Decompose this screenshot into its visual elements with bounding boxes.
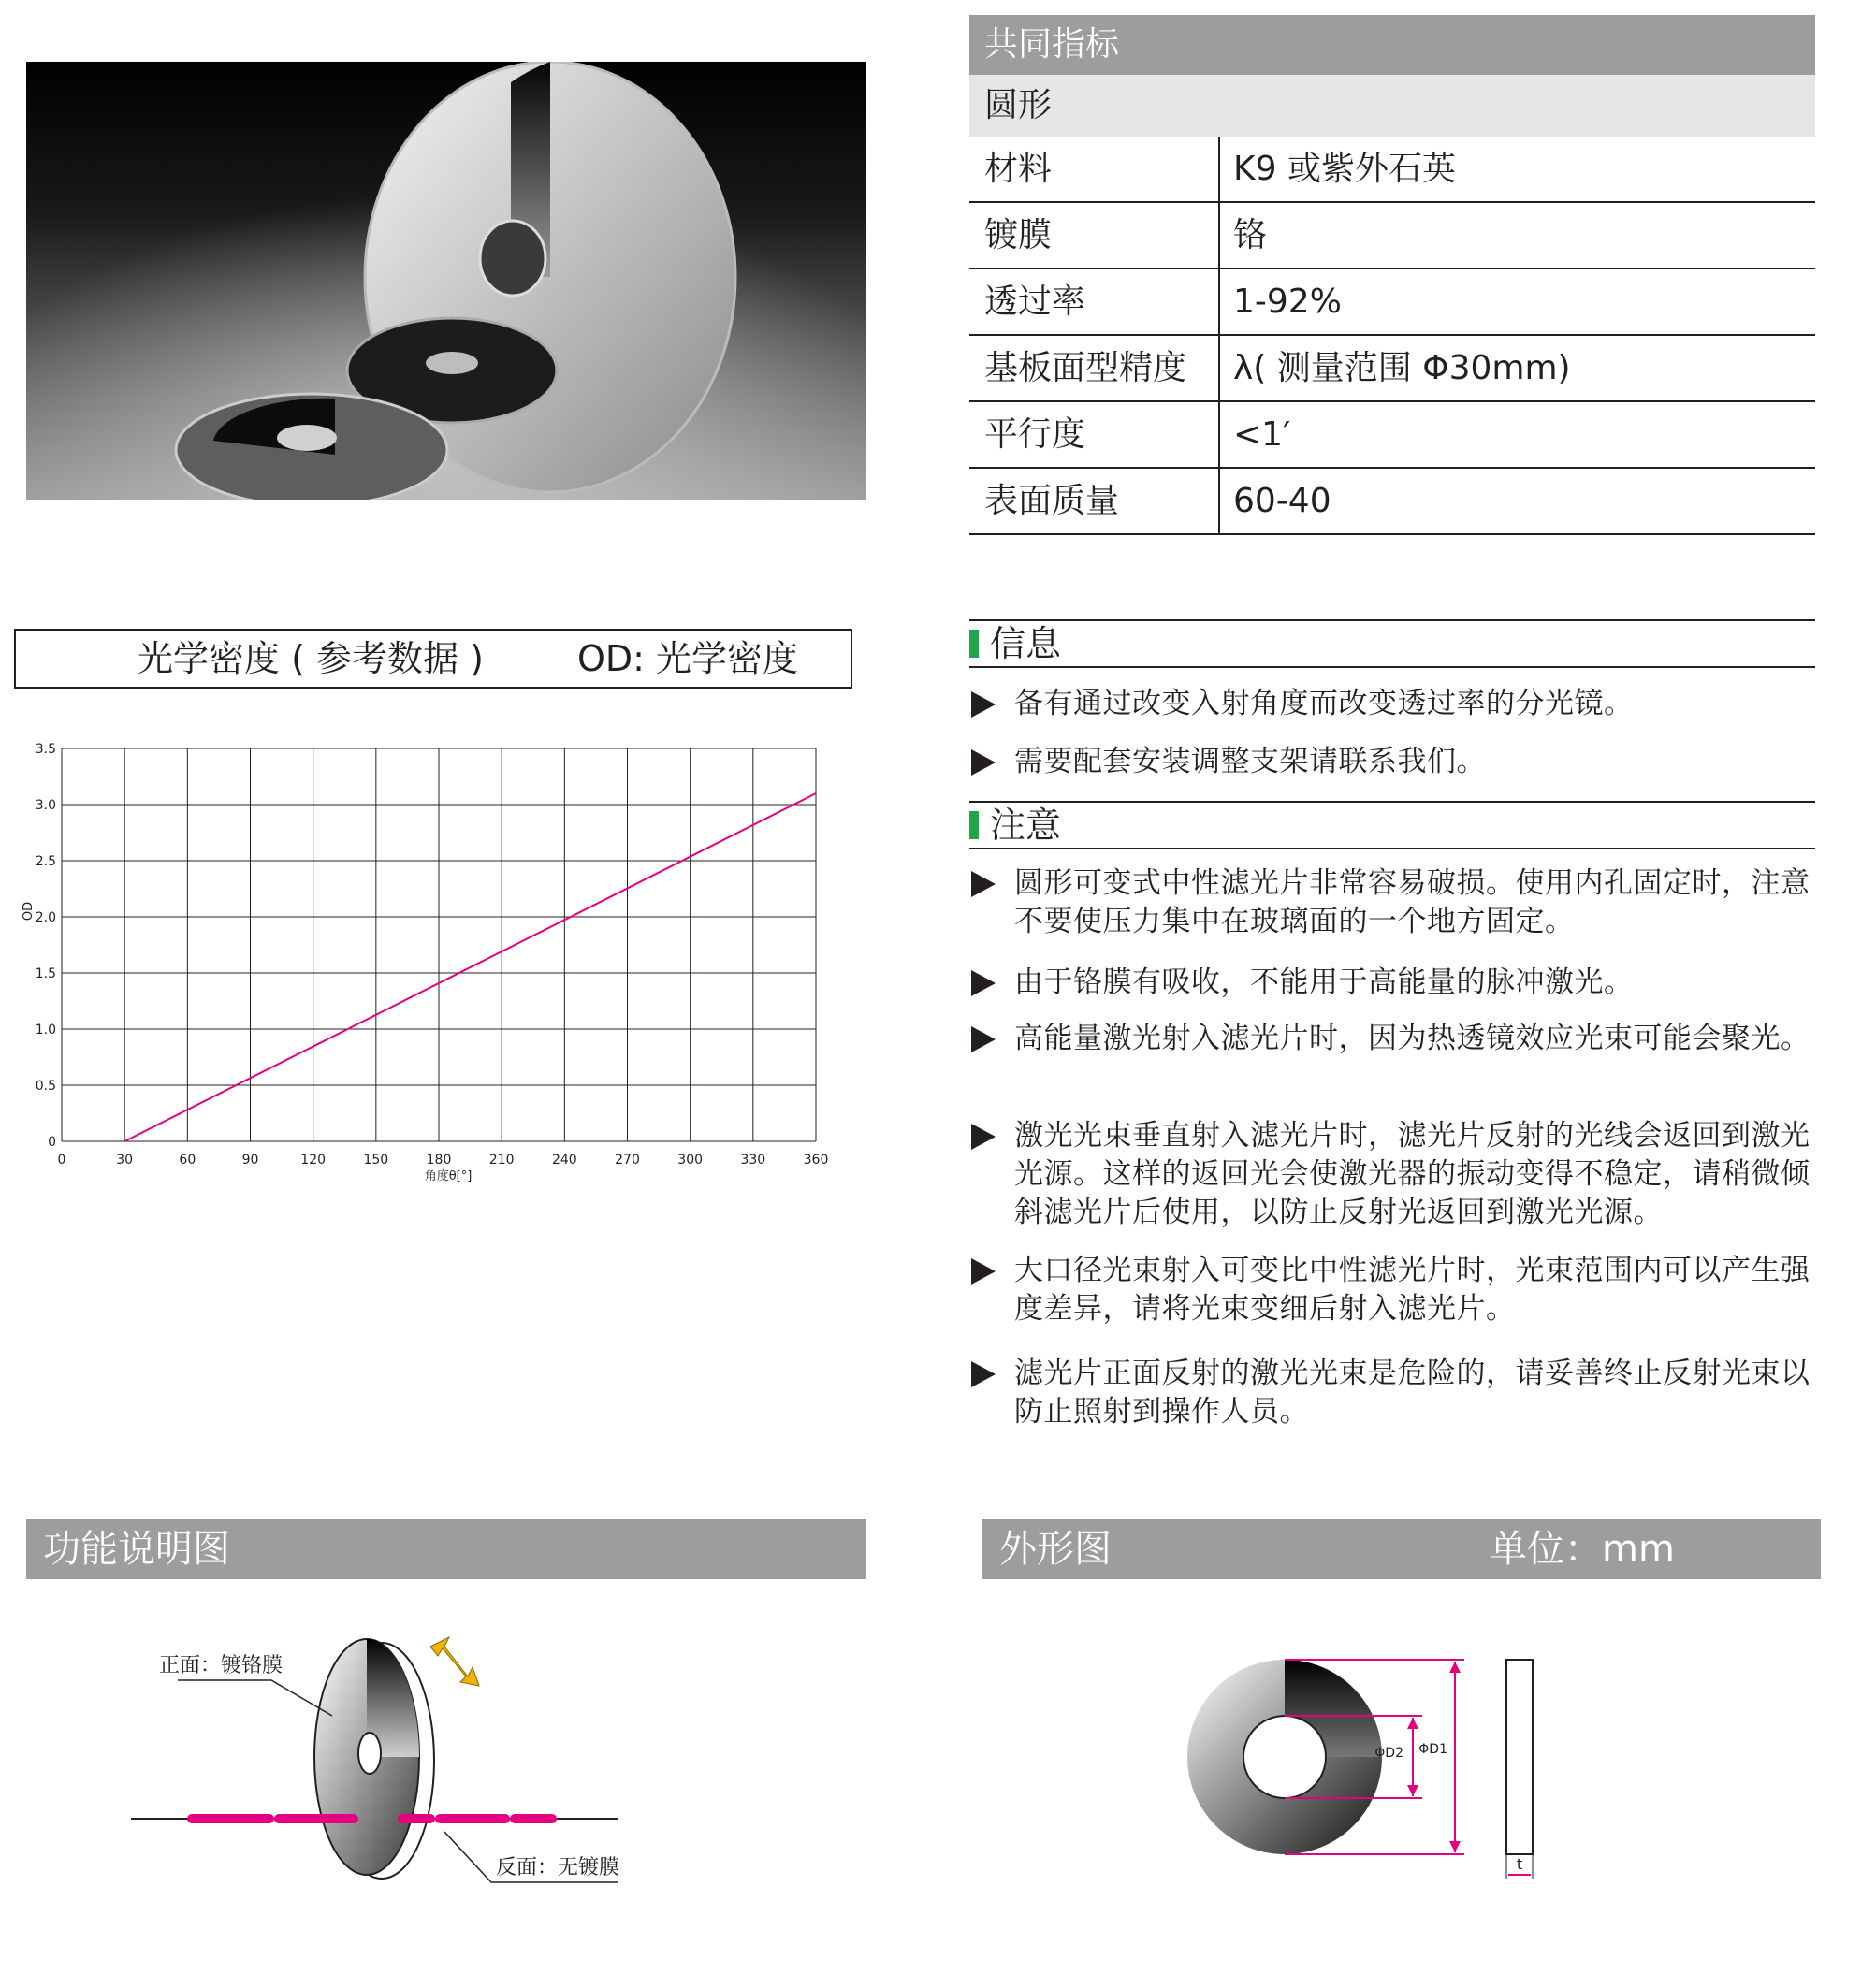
chart-title-box — [14, 629, 852, 689]
function-diagram — [122, 1618, 646, 1899]
x-axis-label: 角度θ[°] — [424, 1169, 473, 1183]
y-tick-label: 1.0 — [35, 1023, 56, 1038]
x-tick-label: 300 — [677, 1153, 704, 1168]
t-label: t — [1516, 1855, 1523, 1873]
spec-value: 60-40 — [1233, 482, 1331, 520]
note-item-text: 滤光片正面反射的激光光束是危险的，请妥善终止反射光束以防止照射到操作人员。 — [1014, 1357, 1811, 1429]
spec-row — [969, 469, 1815, 535]
spec-header: 共同指标 — [969, 15, 1815, 75]
chart-title: 光学密度 ( 参考数据 ) — [138, 638, 484, 679]
chart-legend-note: OD: 光学密度 — [577, 638, 799, 679]
function-diagram-bar — [26, 1519, 866, 1579]
spec-row — [969, 402, 1815, 469]
notes-section-header — [969, 801, 1815, 849]
spec-value: 铬 — [1233, 216, 1268, 254]
triangle-bullet-icon — [971, 1026, 996, 1052]
y-axis-label: OD — [22, 901, 36, 922]
x-tick-label: 210 — [488, 1153, 515, 1168]
info-item-text: 备有通过改变入射角度而改变透过率的分光镜。 — [1014, 687, 1634, 720]
x-tick-label: 60 — [179, 1153, 196, 1168]
y-tick-label: 2.5 — [35, 854, 56, 869]
triangle-bullet-icon — [971, 1361, 996, 1387]
triangle-bullet-icon — [971, 749, 996, 776]
y-tick-label: 0.5 — [35, 1079, 56, 1094]
y-tick-label: 2.0 — [35, 910, 56, 925]
x-tick-label: 180 — [426, 1153, 452, 1168]
spec-row — [969, 137, 1815, 203]
triangle-bullet-icon — [971, 691, 996, 718]
x-tick-label: 30 — [116, 1153, 134, 1168]
info-item-text: 需要配套安装调整支架请联系我们。 — [1014, 745, 1486, 778]
spec-row — [969, 269, 1815, 336]
spec-key: 透过率 — [969, 269, 1220, 334]
back-label: 反面：无镀膜 — [496, 1856, 620, 1880]
note-item-text: 圆形可变式中性滤光片非常容易破损。使用内孔固定时，注意不要使压力集中在玻璃面的一个地方固定。 — [1014, 866, 1811, 938]
info-title: 信息 — [990, 623, 1062, 664]
spec-value: <1′ — [1233, 415, 1291, 454]
note-item-text: 激光光束垂直射入滤光片时，滤光片反射的光线会返回到激光光源。这样的返回光会使激光器的振动变得不稳定，请稍微倾斜滤光片后使用，以防止反射光返回到激光光源。 — [1014, 1119, 1811, 1229]
d2-label: ΦD2 — [1374, 1746, 1403, 1761]
spec-subheader: 圆形 — [969, 75, 1815, 137]
triangle-bullet-icon — [971, 871, 996, 897]
y-tick-label: 3.5 — [35, 742, 56, 757]
function-diagram-title: 功能说明图 — [43, 1528, 230, 1571]
spec-table — [969, 15, 1815, 535]
triangle-bullet-icon — [971, 1258, 996, 1285]
od-series-line — [124, 793, 816, 1141]
y-tick-label: 0 — [48, 1135, 56, 1150]
shape-diagram-bar — [982, 1519, 1821, 1579]
x-tick-label: 90 — [241, 1153, 259, 1168]
spec-key: 平行度 — [969, 402, 1220, 467]
spec-value: λ( 测量范围 Φ30mm) — [1233, 349, 1571, 387]
info-section-header — [969, 619, 1815, 668]
d1-label: ΦD1 — [1418, 1742, 1447, 1757]
front-label: 正面：镀铬膜 — [159, 1654, 284, 1677]
spec-key: 表面质量 — [969, 469, 1220, 533]
x-tick-label: 120 — [300, 1153, 327, 1168]
x-tick-label: 240 — [551, 1153, 577, 1168]
x-tick-label: 0 — [57, 1153, 66, 1168]
x-tick-label: 270 — [615, 1153, 640, 1168]
unit-label: 单位：mm — [1490, 1528, 1675, 1571]
y-tick-label: 1.5 — [35, 966, 56, 981]
x-tick-label: 360 — [803, 1153, 829, 1168]
shape-diagram — [1170, 1618, 1563, 1890]
note-item-text: 由于铬膜有吸收，不能用于高能量的脉冲激光。 — [1014, 965, 1634, 999]
triangle-bullet-icon — [971, 970, 996, 996]
spec-key: 基板面型精度 — [969, 336, 1220, 400]
section-marker — [969, 811, 979, 839]
spec-key: 材料 — [969, 137, 1220, 201]
od-chart — [0, 730, 842, 1197]
note-item-text: 大口径光束射入可变比中性滤光片时，光束范围内可以产生强度差异，请将光束变细后射入滤光片。 — [1014, 1254, 1811, 1326]
spec-key: 镀膜 — [969, 203, 1220, 268]
x-tick-label: 330 — [740, 1153, 766, 1168]
note-item-text: 高能量激光射入滤光片时，因为热透镜效应光束可能会聚光。 — [1014, 1022, 1811, 1055]
y-tick-label: 3.0 — [35, 798, 56, 813]
section-marker — [969, 630, 979, 658]
spec-value: 1-92% — [1233, 283, 1342, 321]
product-photo — [26, 62, 866, 500]
x-tick-label: 150 — [363, 1153, 389, 1168]
shape-diagram-title: 外形图 — [999, 1528, 1112, 1571]
spec-value: K9 或紫外石英 — [1233, 150, 1456, 188]
spec-row — [969, 336, 1815, 402]
spec-row — [969, 203, 1815, 269]
notes-title: 注意 — [990, 805, 1062, 846]
triangle-bullet-icon — [971, 1124, 996, 1150]
